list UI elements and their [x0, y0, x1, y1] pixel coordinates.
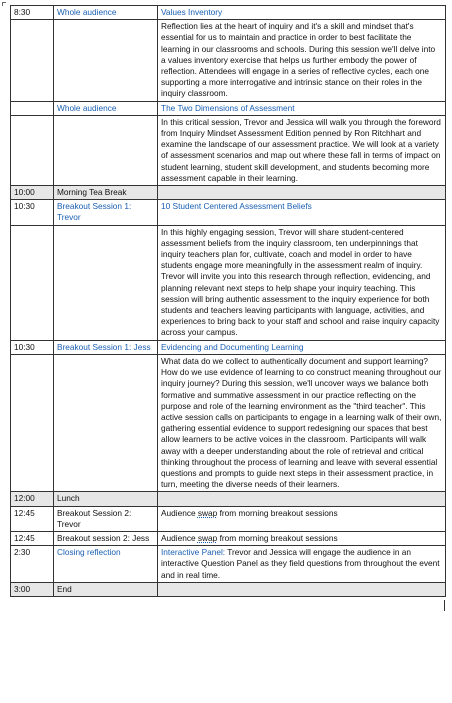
- table-row: [11, 186, 446, 200]
- desc-part: from morning breakout sessions: [217, 507, 338, 518]
- schedule-table: [10, 5, 446, 597]
- session-title: Evidencing and Documenting Learning: [158, 340, 446, 354]
- table-row: [11, 546, 446, 583]
- session-cell: Morning Tea Break: [54, 186, 158, 200]
- table-row: [11, 101, 446, 115]
- table-row: [11, 200, 446, 225]
- session-description: [158, 506, 446, 531]
- session-cell: Breakout Session 2: Trevor: [54, 506, 158, 531]
- session-description: In this critical session, Trevor and Jessica will walk you through the foreword from Inquiry Mindset Assessment Edition penned by Ron Ritchhart and examine the landscape of our assessment practice. We will look at a variety of assessment scenarios and map out where these fall in terms of impact on student learning, student skill development, and students becoming more assessment capable in their learning.: [158, 115, 446, 185]
- time-cell: [11, 115, 54, 185]
- desc-part: Audience: [161, 507, 198, 518]
- session-cell: Breakout session 2: Jess: [54, 531, 158, 545]
- session-cell: [54, 225, 158, 340]
- session-cell: Whole audience: [54, 6, 158, 20]
- session-cell: Breakout Session 1: Jess: [54, 340, 158, 354]
- session-cell: Lunch: [54, 492, 158, 506]
- table-row: [11, 20, 446, 101]
- time-cell: [11, 225, 54, 340]
- time-cell: 10:30: [11, 340, 54, 354]
- session-description: What data do we collect to authentically document and support learning? How do we use evidence of learning to co construct meaning throughout our inquiry journey? During this session, we'll uncover ways we balance both formative and summative assessment in our practice reflecting on the purpose and role of the learning environment as the "third teacher". This active session calls on participants to engage in a learning walk of their own, gathering essential evidence to support redesigning our spaces that best allow learners to be active voices in the classroom. Participants will walk away with a deeper understanding about the role of retrieval and critical thinking throughout the process of learning and leave with several essential questions and prompts to guide next steps in their assessment practice, in turn, meeting the diverse needs of their learners.: [158, 354, 446, 491]
- table-row: [11, 531, 446, 545]
- time-cell: 12:45: [11, 506, 54, 531]
- session-cell: Closing reflection: [54, 546, 158, 583]
- table-row: [11, 340, 446, 354]
- session-description: In this highly engaging session, Trevor will share student-centered assessment beliefs from the inquiry classroom, ten underpinnings that inquiry teachers plan for, cultivate, coach and model in order to have students engage more meaningfully in the assessment realm of inquiry. Trevor will invite you into this research through reflection, evidencing, and planning relevant next steps to help shape your inquiry teaching. This session will bring authentic assessment to the inquiry experience for both students and teachers leaving participants with language, activities, and experiences to bring back to your staff and school and raise inquiry capacity across your campus.: [158, 225, 446, 340]
- session-cell: Whole audience: [54, 101, 158, 115]
- time-cell: 12:45: [11, 531, 54, 545]
- time-cell: 12:00: [11, 492, 54, 506]
- session-cell: [54, 115, 158, 185]
- session-description: [158, 582, 446, 596]
- time-cell: 3:00: [11, 582, 54, 596]
- text-cursor: [444, 600, 445, 611]
- session-cell: End: [54, 582, 158, 596]
- session-description: Reflection lies at the heart of inquiry and it's a skill and mindset that's essential for us to maintain and practice in order to best facilitate the learning in our classrooms and schools. During this session we'll delve into a values inventory exercise that helps us further embody the power of reflection. Attendees will engage in a series of reflective cycles, each one supporting a more interrogative and intrinsic stance on their roles in the inquiry classroom.: [158, 20, 446, 101]
- session-cell: Breakout Session 1: Trevor: [54, 200, 158, 225]
- table-row: [11, 225, 446, 340]
- session-title: The Two Dimensions of Assessment: [158, 101, 446, 115]
- session-title: 10 Student Centered Assessment Beliefs: [158, 200, 446, 225]
- desc-swap-word: swap: [197, 507, 218, 518]
- desc-part: Audience: [161, 532, 198, 543]
- table-row: [11, 492, 446, 506]
- session-cell: [54, 354, 158, 491]
- desc-part: Trevor and Jessica will engage the audience in an interactive Question Panel as they field questions from throughout the event and in real time.: [161, 547, 440, 580]
- session-description: [158, 492, 446, 506]
- session-description: [158, 531, 446, 545]
- table-row: [11, 115, 446, 185]
- session-title: Interactive Panel:: [161, 547, 226, 558]
- table-row: [11, 354, 446, 491]
- desc-part: from morning breakout sessions: [217, 532, 338, 543]
- session-cell: [54, 20, 158, 101]
- time-cell: [11, 20, 54, 101]
- time-cell: 10:30: [11, 200, 54, 225]
- session-description: [158, 186, 446, 200]
- time-cell: 2:30: [11, 546, 54, 583]
- time-cell: [11, 354, 54, 491]
- table-row: [11, 6, 446, 20]
- desc-swap-word: swap: [197, 532, 218, 543]
- page-corner-mark: [2, 2, 6, 6]
- time-cell: [11, 101, 54, 115]
- session-description: [158, 546, 446, 583]
- time-cell: 10:00: [11, 186, 54, 200]
- table-row: [11, 582, 446, 596]
- table-row: [11, 506, 446, 531]
- time-cell: 8:30: [11, 6, 54, 20]
- session-title: Values Inventory: [158, 6, 446, 20]
